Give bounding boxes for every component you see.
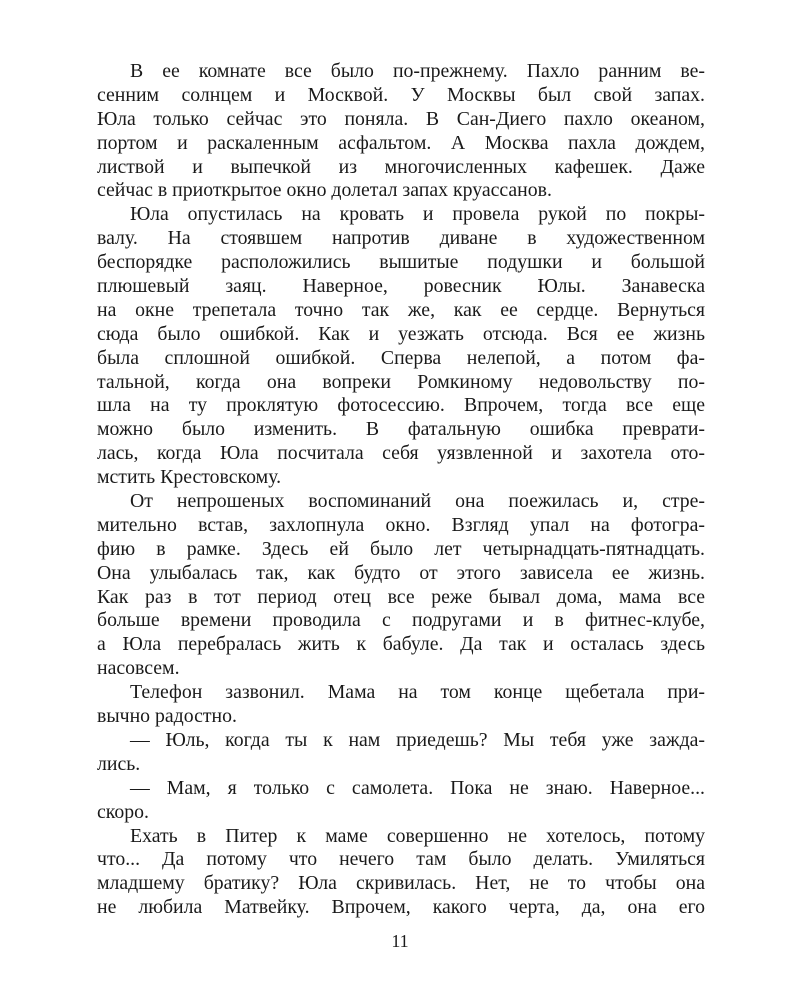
text-line: лись. — [97, 752, 141, 775]
text-line: листвой и выпечкой из многочисленных кафешек. Даже — [97, 155, 705, 178]
text-line: не любила Матвейку. Впрочем, какого черта, да, она его — [97, 896, 705, 919]
text-line: беспорядке расположились вышитые подушки и большой — [97, 251, 705, 274]
text-line: насовсем. — [97, 657, 180, 680]
text-line: — Юль, когда ты к нам приедешь? Мы тебя уже зажда- — [130, 728, 705, 751]
text-line: сенним солнцем и Москвой. У Москвы был свой запах. — [97, 83, 705, 106]
text-line: портом и раскаленным асфальтом. А Москва пахла дождем, — [97, 131, 705, 154]
page-number: 11 — [391, 931, 409, 951]
text-line: сюда было ошибкой. Как и уезжать отсюда. Вся ее жизнь — [97, 322, 705, 345]
text-line: младшему братику? Юла скривилась. Нет, не то чтобы она — [97, 872, 705, 895]
text-line: Как раз в тот период отец все реже бывал дома, мама все — [97, 585, 705, 608]
text-line: В ее комнате все было по-прежнему. Пахло ранним ве- — [130, 60, 705, 82]
text-line: валу. На стоявшем напротив диване в художественном — [97, 227, 705, 250]
text-line: а Юла перебралась жить к бабуле. Да так и осталась здесь — [97, 633, 705, 656]
text-line: Ехать в Питер к маме совершенно не хотелось, потому — [130, 824, 705, 847]
text-line: что... Да потому что нечего там было делать. Умиляться — [97, 848, 705, 871]
text-line: шла на ту проклятую фотосессию. Впрочем, тогда все еще — [97, 394, 705, 417]
text-line: вычно радостно. — [97, 705, 237, 728]
text-line: мстить Крестовскому. — [97, 466, 282, 489]
text-line: Юла опустилась на кровать и провела рукой по покры- — [130, 203, 705, 226]
text-line: на окне трепетала точно так же, как ее сердце. Вернуться — [97, 298, 705, 321]
text-line: От непрошеных воспоминаний она поежилась и, стре- — [130, 490, 705, 513]
text-line: сейчас в приоткрытое окно долетал запах круассанов. — [97, 179, 552, 202]
text-line: Юла только сейчас это поняла. В Сан-Диего пахло океаном, — [97, 107, 705, 130]
text-line: плюшевый заяц. Наверное, ровесник Юлы. Занавеска — [97, 275, 705, 298]
text-line: — Мам, я только с самолета. Пока не знаю. Наверное... — [130, 776, 705, 799]
text-line: лась, когда Юла посчитала себя уязвленной и захотела ото- — [97, 442, 705, 465]
text-line: была сплошной ошибкой. Сперва нелепой, а потом фа- — [97, 346, 705, 369]
text-line: скоро. — [97, 800, 150, 823]
text-line: мительно встав, захлопнула окно. Взгляд упал на фотогра- — [97, 513, 705, 536]
text-line: Она улыбалась так, как будто от этого зависела ее жизнь. — [97, 561, 705, 584]
text-line: тальной, когда она вопреки Ромкиному недовольству по- — [97, 370, 705, 393]
text-line: можно было изменить. В фатальную ошибка преврати- — [97, 418, 705, 441]
body-text — [97, 60, 705, 920]
text-line: Телефон зазвонил. Мама на том конце щебетала при- — [130, 681, 705, 704]
text-line: фию в рамке. Здесь ей было лет четырнадцать-пятнадцать. — [97, 537, 705, 560]
text-line: больше времени проводила с подругами и в фитнес-клубе, — [97, 609, 705, 632]
